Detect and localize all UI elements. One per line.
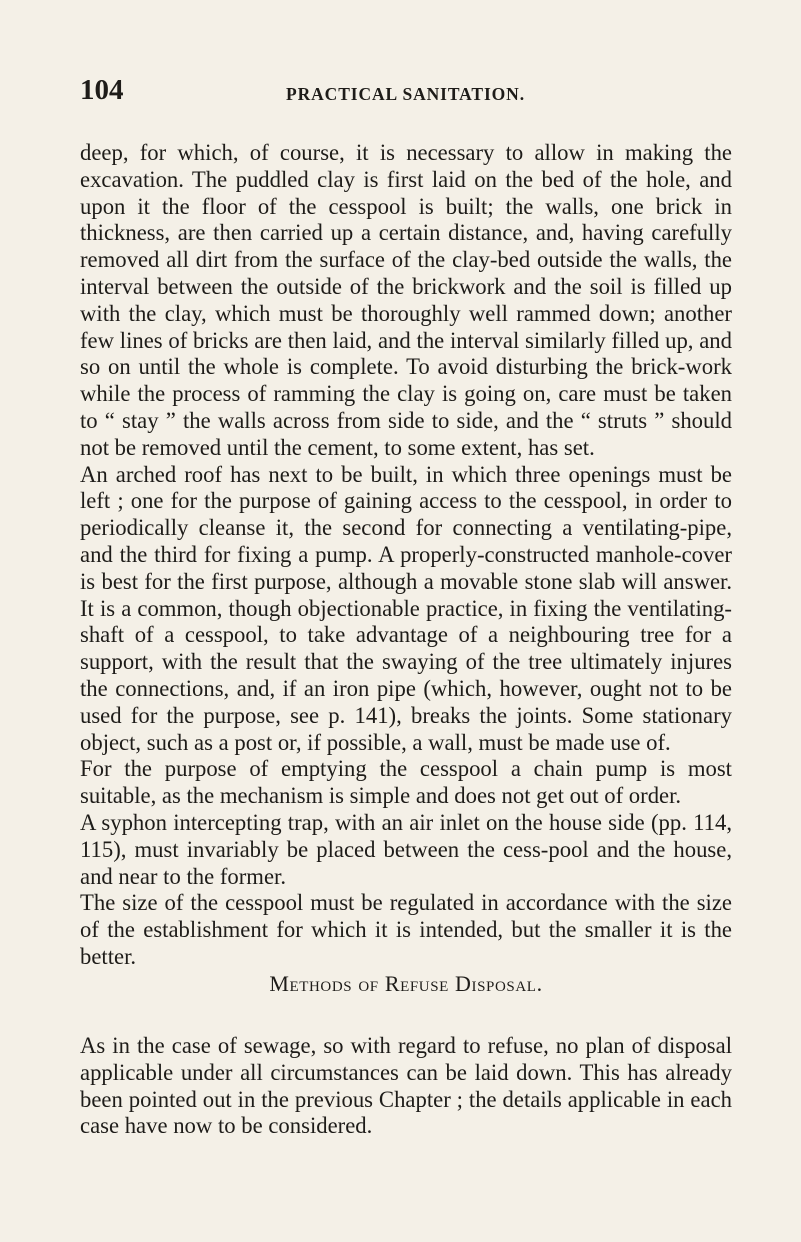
paragraph-chain-pump: For the purpose of emptying the cesspool a chain pump is most suitable, as the mechanism is simple and does not get out of order. (80, 756, 732, 809)
running-head: PRACTICAL SANITATION. (286, 84, 525, 104)
main-text (80, 140, 732, 971)
paragraph-refuse-disposal: As in the case of sewage, so with regard to refuse, no plan of disposal applicable under all circumstances can be laid down. This has already been pointed out in the previous Chapter ; the details applicable in each case have now to be considered. (80, 1033, 732, 1139)
paragraph-cesspool-construction: deep, for which, of course, it is necessary to allow in making the excavation. The puddled clay is first laid on the bed of the hole, and upon it the floor of the cesspool is built; the walls, one brick in thickness, are then carried up a certain distance, and, having carefully removed all dirt from the surface of the clay-bed outside the walls, the interval between the outside of the brickwork and the soil is filled up with the clay, which must be thoroughly well rammed down; another few lines of bricks are then laid, and the interval similarly filled up, and so on until the whole is complete. To avoid disturbing the brick-work while the process of ramming the clay is going on, care must be taken to “ stay ” the walls across from side to side, and the “ struts ” should not be removed until the cement, to some extent, has set. (80, 140, 732, 460)
closing-text (80, 1033, 732, 1140)
paragraph-syphon-trap: A syphon intercepting trap, with an air inlet on the house side (pp. 114, 115), must invariably be placed between the cess-pool and the house, and near to the former. (80, 809, 732, 889)
page-header (80, 76, 730, 116)
paragraph-cesspool-size: The size of the cesspool must be regulated in accordance with the size of the establishment for which it is intended, but the smaller it is the better. (80, 890, 732, 969)
page-number: 104 (80, 74, 124, 106)
paragraph-arched-roof: An arched roof has next to be built, in which three openings must be left ; one for the purpose of gaining access to the cesspool, in order to periodically cleanse it, the second for connecting a ventilating-pipe, and the third for fixing a pump. A properly-constructed manhole-cover is best for the first purpose, although a movable stone slab will answer. It is a common, though objectionable practice, in fixing the ventilating-shaft of a cesspool, to take advantage of a neighbouring tree for a support, with the result that the swaying of the tree ultimately injures the connections, and, if an iron pipe (which, however, ought not to be used for the purpose, see p. 141), breaks the joints. Some stationary object, such as a post or, if possible, a wall, must be made use of. (80, 461, 732, 755)
section-heading: Methods of Refuse Disposal. (269, 971, 543, 996)
